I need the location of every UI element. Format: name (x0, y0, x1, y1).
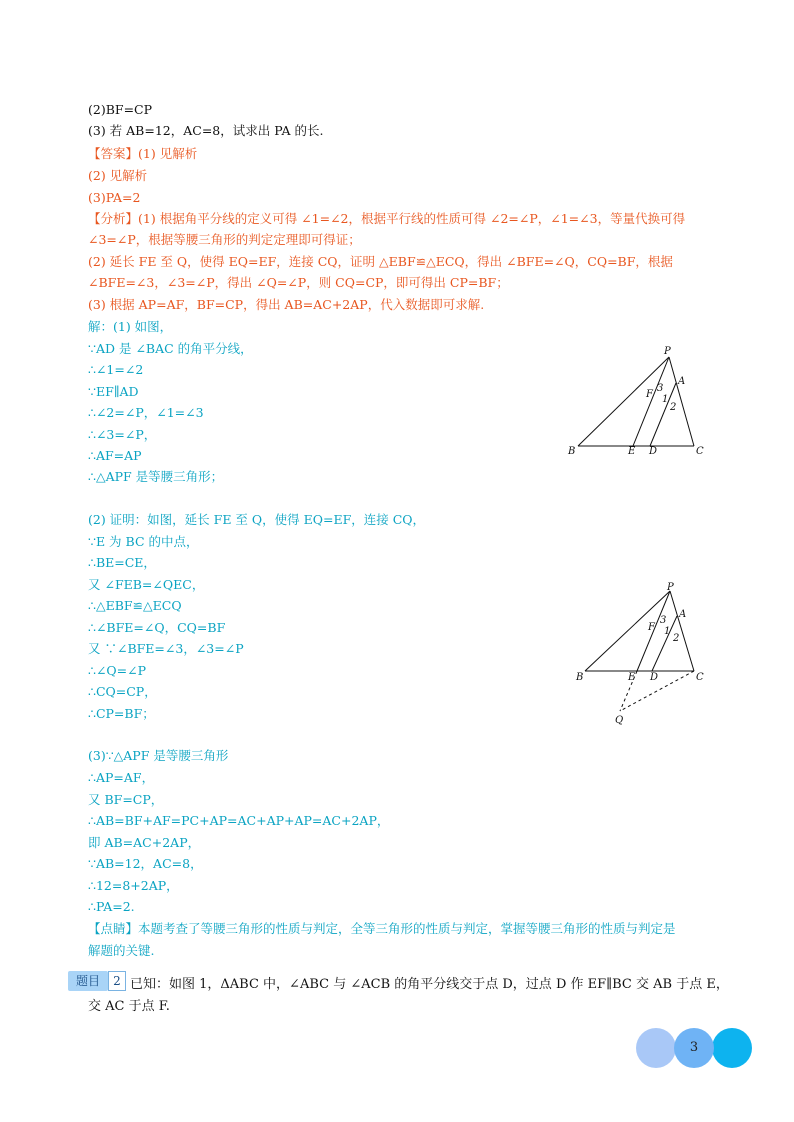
solution-line: ∴CQ=CP， (88, 684, 157, 699)
label-d: D (650, 672, 659, 683)
answer-1: (1) 见解析 (138, 146, 198, 161)
label-b: B (576, 672, 584, 683)
label-f: F (648, 622, 655, 633)
solution-line: ∴∠1=∠2 (88, 362, 144, 377)
solution-line: (3)∵△APF 是等腰三角形 (88, 748, 229, 763)
geometry-figure-2 (570, 578, 720, 730)
page-number-badge (636, 1028, 752, 1068)
analysis-line-2: ∠3=∠P，根据等腰三角形的判定定理即可得证； (88, 232, 361, 247)
solution-line: 又 ∵∠BFE=∠3，∠3=∠P (88, 641, 244, 656)
solution-line: ∴BE=CE， (88, 555, 156, 570)
solution-line: (2) 证明：如图，延长 FE 至 Q，使得 EQ=EF，连接 CQ， (88, 512, 426, 527)
question-number: 2 (108, 971, 126, 991)
comment-tag: 【点睛】 (88, 921, 139, 936)
solution-line: 即 AB=AC+2AP， (88, 835, 201, 850)
question-text-line-2: 交 AC 于点 F. (88, 999, 170, 1014)
solution-line: ∴PA=2. (88, 899, 135, 914)
label-2: 2 (670, 402, 677, 413)
solution-line: ∵E 为 BC 的中点， (88, 534, 199, 549)
label-3: 3 (657, 383, 664, 394)
page-number: 3 (689, 1040, 699, 1055)
label-p: P (664, 346, 671, 357)
solution-line: ∴12=8+2AP， (88, 878, 179, 893)
segment-pc (670, 591, 694, 671)
page-circle-left (636, 1028, 676, 1068)
solution-line: 解：(1) 如图， (88, 319, 173, 334)
answer-line-2: (2) 见解析 (88, 168, 148, 183)
comment-1: 本题考查了等腰三角形的性质与判定，全等三角形的性质与判定，掌握等腰三角形的性质与判定是 (138, 921, 676, 936)
label-1: 1 (662, 394, 669, 405)
label-e: E (628, 672, 636, 683)
label-2: 2 (673, 633, 680, 644)
solution-line: ∴∠Q=∠P (88, 663, 147, 678)
label-a: A (679, 609, 687, 620)
label-c: C (696, 446, 704, 457)
solution-line: ∴∠3=∠P， (88, 427, 157, 442)
comment-line-2: 解题的关键. (88, 943, 155, 958)
part-2-statement: (2)BF=CP (88, 102, 153, 117)
solution-line: ∴△APF 是等腰三角形； (88, 469, 224, 484)
question-badge (68, 971, 126, 991)
solution-line: ∵AB=12，AC=8， (88, 856, 203, 871)
label-p: P (667, 582, 674, 593)
label-d: D (649, 446, 658, 457)
label-c: C (696, 672, 704, 683)
part-3-statement: (3) 若 AB=12，AC=8，试求出 PA 的长. (88, 123, 324, 138)
answer-line-1 (88, 145, 197, 163)
question-text-line-1: 已知：如图 1，ΔABC 中，∠ABC 与 ∠ACB 的角平分线交于点 D，过点 D 作 EF∥BC 交 AB 于点 E， (130, 977, 729, 992)
solution-line: ∵EF∥AD (88, 384, 139, 399)
analysis-line-4: ∠BFE=∠3，∠3=∠P，得出 ∠Q=∠P，则 CQ=CP，即可得出 CP=BF； (88, 275, 509, 290)
page-circle-right (712, 1028, 752, 1068)
analysis-line-1 (88, 210, 685, 228)
solution-line: ∴AB=BF+AF=PC+AP=AC+AP+AP=AC+2AP， (88, 813, 390, 828)
analysis-line-3: (2) 延长 FE 至 Q，使得 EQ=EF，连接 CQ，证明 △EBF≌△ECQ，得出 ∠BFE=∠Q，CQ=BF，根据 (88, 254, 673, 269)
label-f: F (646, 389, 653, 400)
solution-line: ∴∠BFE=∠Q，CQ=BF (88, 620, 226, 635)
answer-tag: 【答案】 (88, 146, 139, 161)
analysis-tag: 【分析】 (88, 211, 139, 226)
answer-line-3: (3)PA=2 (88, 190, 141, 205)
solution-line: ∴△EBF≌△ECQ (88, 598, 182, 613)
analysis-line-5: (3) 根据 AP=AF，BF=CP，得出 AB=AC+2AP，代入数据即可求解. (88, 297, 485, 312)
solution-line: 又 ∠FEB=∠QEC， (88, 577, 205, 592)
solution-line: ∴AP=AF， (88, 770, 155, 785)
question-label: 题目 (68, 971, 108, 991)
solution-line: ∴CP=BF； (88, 706, 155, 721)
geometry-figure-1 (560, 340, 720, 465)
label-q: Q (615, 715, 624, 726)
label-e: E (628, 446, 636, 457)
label-a: A (678, 376, 686, 387)
analysis-1: (1) 根据角平分线的定义可得 ∠1=∠2，根据平行线的性质可得 ∠2=∠P，∠1=∠3，等量代换可得 (138, 211, 686, 226)
label-b: B (568, 446, 576, 457)
label-1: 1 (664, 626, 671, 637)
solution-line: 又 BF=CP， (88, 792, 164, 807)
page-circle-center (674, 1028, 714, 1068)
solution-line: ∵AD 是 ∠BAC 的角平分线， (88, 341, 253, 356)
solution-line: ∴∠2=∠P，∠1=∠3 (88, 405, 204, 420)
comment-line-1 (88, 920, 676, 938)
solution-line: ∴AF=AP (88, 448, 142, 463)
label-3: 3 (660, 615, 667, 626)
